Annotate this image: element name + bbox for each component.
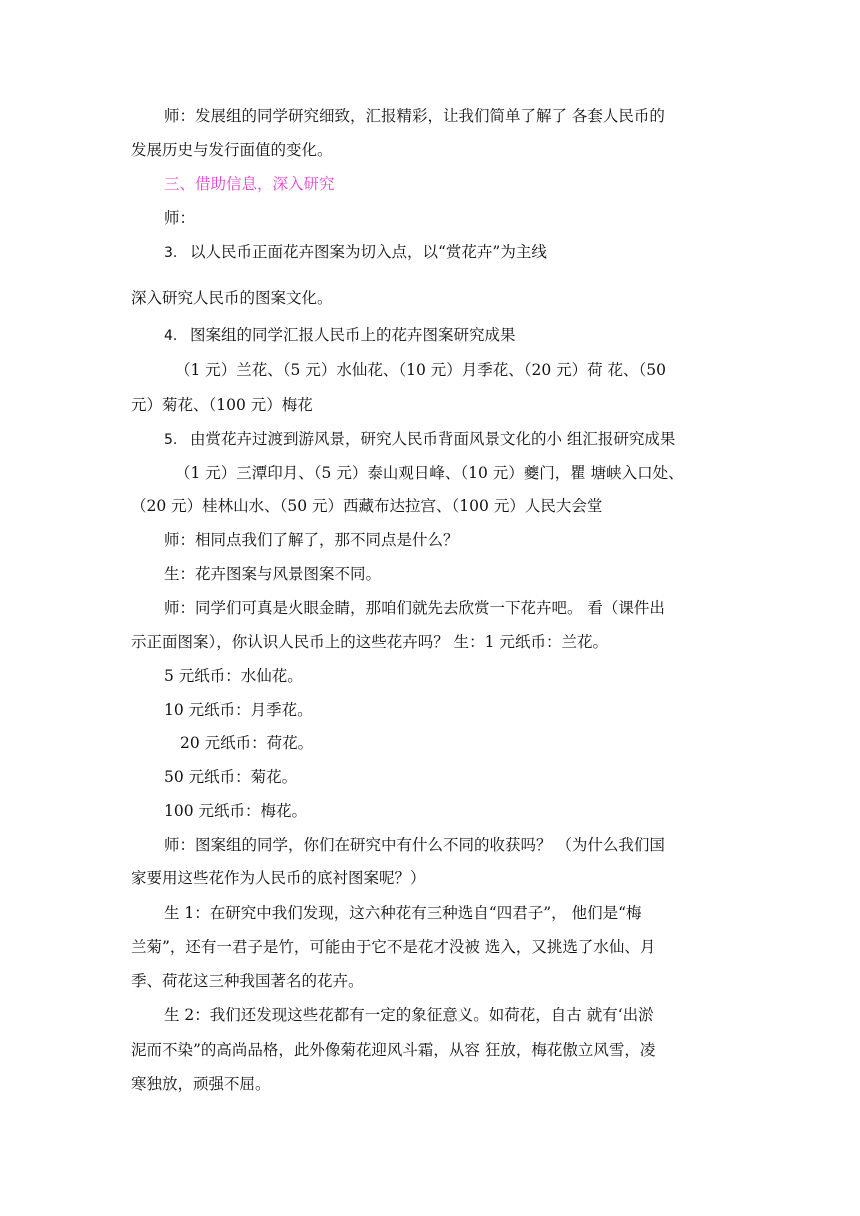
numbered-item-3: [164, 241, 547, 264]
paragraph-line: 深入研究人民币的图案文化。: [131, 289, 333, 307]
paragraph-line: 师：图案组的同学，你们在研究中有什么不同的收获吗？ （为什么我们国: [164, 836, 665, 854]
paragraph-line: 元）菊花、（100 元）梅花: [131, 396, 313, 414]
paragraph-line: 10 元纸币：月季花。: [164, 701, 313, 719]
paragraph-line: 100 元纸币：梅花。: [164, 802, 308, 820]
paragraph-line: 生：花卉图案与风景图案不同。: [164, 565, 382, 583]
paragraph-line: 寒独放，顽强不屈。: [131, 1075, 271, 1093]
paragraph-line: 兰菊”，还有一君子是竹，可能由于它不是花才没被 选入，又挑选了水仙、月: [131, 938, 656, 956]
numbered-item-5: [164, 428, 675, 451]
paragraph-line: 生 2：我们还发现这些花都有一定的象征意义。如荷花，自古 就有‘出淤: [164, 1006, 654, 1024]
item-number: 5.: [164, 432, 178, 448]
item-text: 以人民币正面花卉图案为切入点，以“赏花卉”为主线: [190, 243, 547, 261]
paragraph-line: 家要用这些花作为人民币的底衬图案呢？）: [131, 869, 426, 887]
item-text: 图案组的同学汇报人民币上的花卉图案研究成果: [190, 326, 516, 344]
paragraph-line: 发展历史与发行面值的变化。: [131, 141, 333, 159]
numbered-item-4: [164, 324, 516, 347]
paragraph-line: 泥而不染”的高尚品格，此外像菊花迎风斗霜，从容 狂放，梅花傲立风雪，凌: [131, 1041, 656, 1059]
paragraph-line: 20 元纸币：荷花。: [180, 734, 314, 752]
item-text: 由赏花卉过渡到游风景，研究人民币背面风景文化的小 组汇报研究成果: [190, 430, 676, 448]
paragraph-line: 5 元纸币：水仙花。: [164, 667, 303, 685]
paragraph-line: 50 元纸币：菊花。: [164, 768, 298, 786]
paragraph-line: 季、荷花这三种我国著名的花卉。: [131, 972, 364, 990]
section-heading: 三、借助信息，深入研究: [164, 175, 335, 193]
item-number: 3.: [164, 245, 178, 261]
paragraph-line: 生 1：在研究中我们发现，这六种花有三种选自“四君子”， 他们是“梅: [164, 904, 642, 922]
item-number: 4.: [164, 328, 178, 344]
paragraph-line: （1 元）三潭印月、（5 元）泰山观日峰、（10 元）夔门，瞿 塘峡入口处、: [175, 464, 684, 482]
paragraph-line: 师：同学们可真是火眼金睛，那咱们就先去欣赏一下花卉吧。 看（课件出: [164, 599, 665, 617]
paragraph-line: 示正面图案），你认识人民币上的这些花卉吗？ 生：1 元纸币：兰花。: [131, 633, 608, 651]
paragraph-line: （20 元）桂林山水、（50 元）西藏布达拉宫、（100 元）人民大会堂: [131, 497, 603, 515]
paragraph-line: 师：发展组的同学研究细致，汇报精彩，让我们简单了解了 各套人民币的: [164, 107, 665, 125]
paragraph-line: （1 元）兰花、（5 元）水仙花、（10 元）月季花、（20 元）荷 花、（50: [175, 361, 667, 379]
paragraph-line: 师：: [164, 209, 196, 227]
paragraph-line: 师：相同点我们了解了，那不同点是什么？: [164, 531, 459, 549]
